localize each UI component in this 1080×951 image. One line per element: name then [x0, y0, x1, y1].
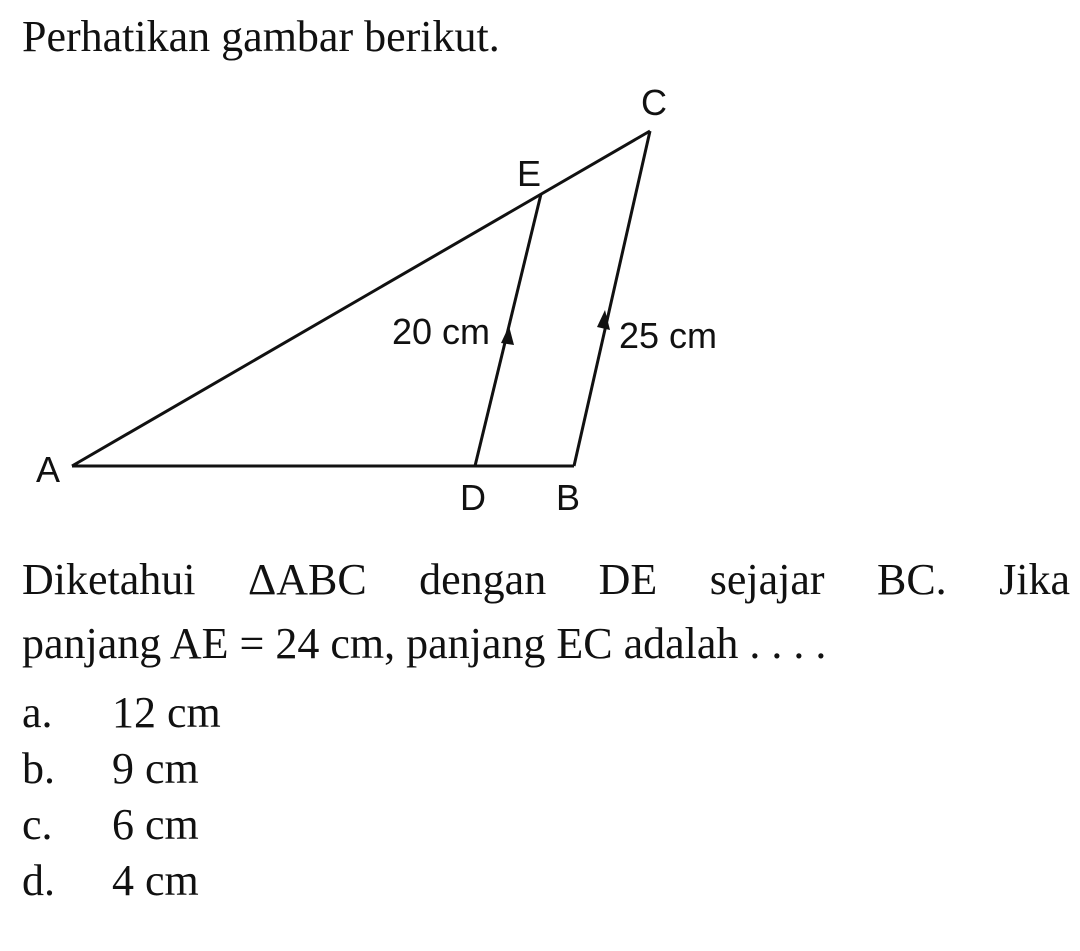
intro-text: Perhatikan gambar berikut.	[22, 12, 500, 61]
side-bc	[574, 131, 650, 466]
option-key: b.	[22, 744, 55, 793]
length-label-bc: 25 cm	[619, 315, 718, 356]
option-key: d.	[22, 856, 55, 905]
option-d[interactable]	[22, 853, 221, 909]
question-text	[22, 548, 1070, 676]
option-key: c.	[22, 800, 53, 849]
answer-options	[22, 685, 221, 909]
option-b[interactable]	[22, 741, 221, 797]
option-text: 6 cm	[112, 800, 199, 849]
point-label-a: A	[36, 449, 61, 490]
point-label-c: C	[641, 82, 667, 123]
point-label-e: E	[517, 153, 542, 194]
option-key: a.	[22, 688, 53, 737]
option-text: 9 cm	[112, 744, 199, 793]
question-line-1: Diketahui ΔABC dengan DE sejajar BC. Jika	[22, 555, 1070, 604]
option-text: 4 cm	[112, 856, 199, 905]
point-label-b: B	[556, 477, 581, 518]
option-c[interactable]	[22, 797, 221, 853]
side-ac	[72, 131, 650, 466]
point-label-d: D	[460, 477, 486, 518]
option-text: 12 cm	[112, 688, 221, 737]
option-a[interactable]	[22, 685, 221, 741]
length-label-de: 20 cm	[392, 311, 491, 352]
question-line-2: panjang AE = 24 cm, panjang EC adalah . . . .	[22, 619, 827, 668]
